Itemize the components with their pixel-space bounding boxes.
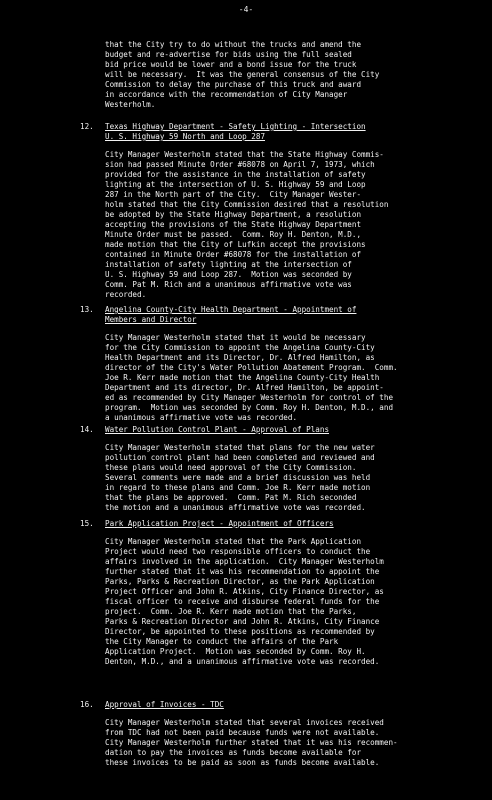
item-number: 16.: [80, 700, 94, 709]
item-body: City Manager Westerholm stated that plans for the new water pollution control plant had been completed and reviewed and these plans would need approval of the City Commission. Several comments were made and a brief discussion was held in regard to these plans and Comm. Joe R. Kerr made motion that the plans be approved. Comm. Pat M. Rich seconded the motion and a unanimous affirmative vote was recorded.: [105, 443, 375, 512]
item-title: Angelina County-City Health Department - Appointment of Members and Director: [105, 305, 357, 324]
item-title: Water Pollution Control Plant - Approval of Plans: [105, 425, 330, 434]
agenda-item-14: [80, 425, 465, 513]
item-body: City Manager Westerholm stated that the Park Application Project would need two responsible officers to conduct the affairs involved in the application. City Manager Westerholm further stated that it was his recommendation to appoint the Parks, Parks & Recreation Director, as the Park Application Project Officer and John R. Atkins, City Finance Director, as fiscal officer to receive and disburse federal funds for the project. Comm. Joe R. Kerr made motion that the Parks, Parks & Recreation Director and John R. Atkins, City Finance Director, be appointed to these positions as recommended by the City Manager to conduct the affairs of the Park Application Project. Motion was seconded by Comm. Roy H. Denton, M.D., and a unanimous affirmative vote was recorded.: [105, 537, 384, 666]
item-title: Approval of Invoices - TDC: [105, 700, 224, 709]
item-number: 15.: [80, 519, 94, 528]
item-number: 13.: [80, 305, 94, 314]
agenda-item-15: [80, 519, 465, 667]
agenda-item-16: [80, 700, 465, 768]
item-body: City Manager Westerholm stated that it would be necessary for the City Commission to appoint the Angelina County-City Health Department and its Director, Dr. Alfred Hamilton, as director of the City's Water Pollution Abatement Program. Comm. Joe R. Kerr made motion that the Angelina County-City Health Department and its director, Dr. Alfred Hamilton, be appoint- ed as recommended by City Manager Westerholm for control of the program. Motion was seconded by Comm. Roy H. Denton, M.D., and a unanimous affirmative vote was recorded.: [105, 333, 398, 422]
item-title: Park Application Project - Appointment of Officers: [105, 519, 334, 528]
item-body: City Manager Westerholm stated that several invoices received from TDC had not been paid because funds were not available. City Manager Westerholm further stated that it was his recommen- dation to pay the invoices as funds become available for these invoices to be paid as soon as funds become available.: [105, 718, 398, 767]
item-body: City Manager Westerholm stated that the State Highway Commis- sion had passed Minute Order #68078 on April 7, 1973, which provided for the assistance in the installation of safety lighting at the intersection of U. S. Highway 59 and Loop 287 in the North part of the City. City Manager Wester- holm stated that the City Commission desired that a resolution be adopted by the State Highway Department, a resolution accepting the provisions of the State Highway Department Minute Order must be passed. Comm. Roy H. Denton, M.D., made motion that the City of Lufkin accept the provisions contained in Minute Order #68078 for the installation of installation of safety lighting at the intersection of U. S. Highway 59 and Loop 287. Motion was seconded by Comm. Pat M. Rich and a unanimous affirmative vote was recorded.: [105, 150, 389, 299]
page-number: -4-: [238, 5, 254, 14]
item-number: 12.: [80, 122, 94, 131]
item-title: Texas Highway Department - Safety Lighting - Intersection U. S. Highway 59 North and Loop 287: [105, 122, 366, 141]
item-number: 14.: [80, 425, 94, 434]
agenda-item-13: [80, 305, 465, 423]
agenda-item-12: [80, 122, 465, 300]
intro-paragraph: that the City try to do without the trucks and amend the budget and re-advertise for bids using the full sealed bid price would be lower and a bond issue for the truck will be necessary. It was the general consensus of the City Commission to delay the purchase of this truck and award in accordance with the recommendation of City Manager Westerholm.: [105, 40, 380, 109]
